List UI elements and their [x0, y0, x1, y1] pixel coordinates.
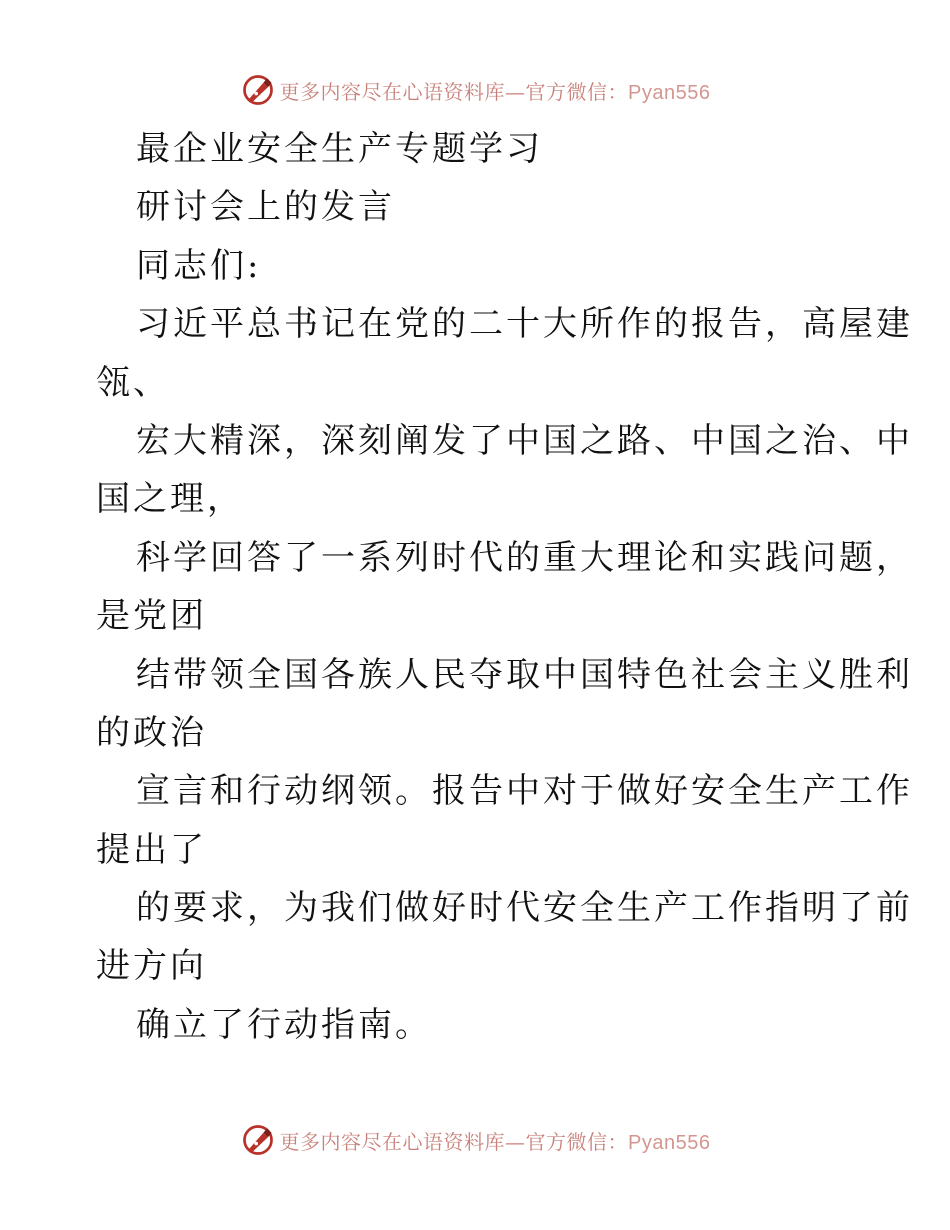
- text-line: 研讨会上的发言: [136, 187, 395, 228]
- text-line: 结带领全国各族人民夺取中国特色社会主义胜利: [136, 654, 913, 695]
- text-line: 提出了: [96, 829, 207, 870]
- text-line: 宣言和行动纲领。报告中对于做好安全生产工作: [136, 771, 913, 812]
- text-line: 确立了行动指南。: [136, 1004, 432, 1045]
- watermark-text: 更多内容尽在心语资料库—官方微信：Pyan556: [279, 79, 711, 104]
- text-line: 最企业安全生产专题学习: [136, 129, 543, 169]
- watermark-wechat-id: Pyan556: [628, 81, 711, 104]
- text-line: 科学回答了一系列时代的重大理论和实践问题，: [136, 537, 913, 578]
- text-line: 是党团: [96, 596, 207, 637]
- text-line: 的政治: [96, 712, 207, 753]
- pen-logo-icon: [240, 72, 276, 108]
- text-line: 宏大精深，深刻阐发了中国之路、中国之治、中: [136, 420, 913, 461]
- pen-logo-icon: [240, 1122, 276, 1158]
- header-watermark: [0, 70, 950, 110]
- text-line: 的要求，为我们做好时代安全生产工作指明了前: [136, 888, 913, 929]
- document-body: [96, 120, 913, 1054]
- watermark-wechat-id: Pyan556: [628, 1131, 711, 1154]
- watermark-text: 更多内容尽在心语资料库—官方微信：Pyan556: [279, 1129, 711, 1154]
- text-line: 同志们:: [136, 245, 262, 286]
- text-line: 进方向: [96, 946, 207, 987]
- footer-watermark: [0, 1120, 950, 1160]
- text-line: 习近平总书记在党的二十大所作的报告，高屋建: [136, 304, 913, 345]
- text-line: 国之理，: [96, 479, 244, 520]
- text-line: 瓴、: [96, 362, 170, 403]
